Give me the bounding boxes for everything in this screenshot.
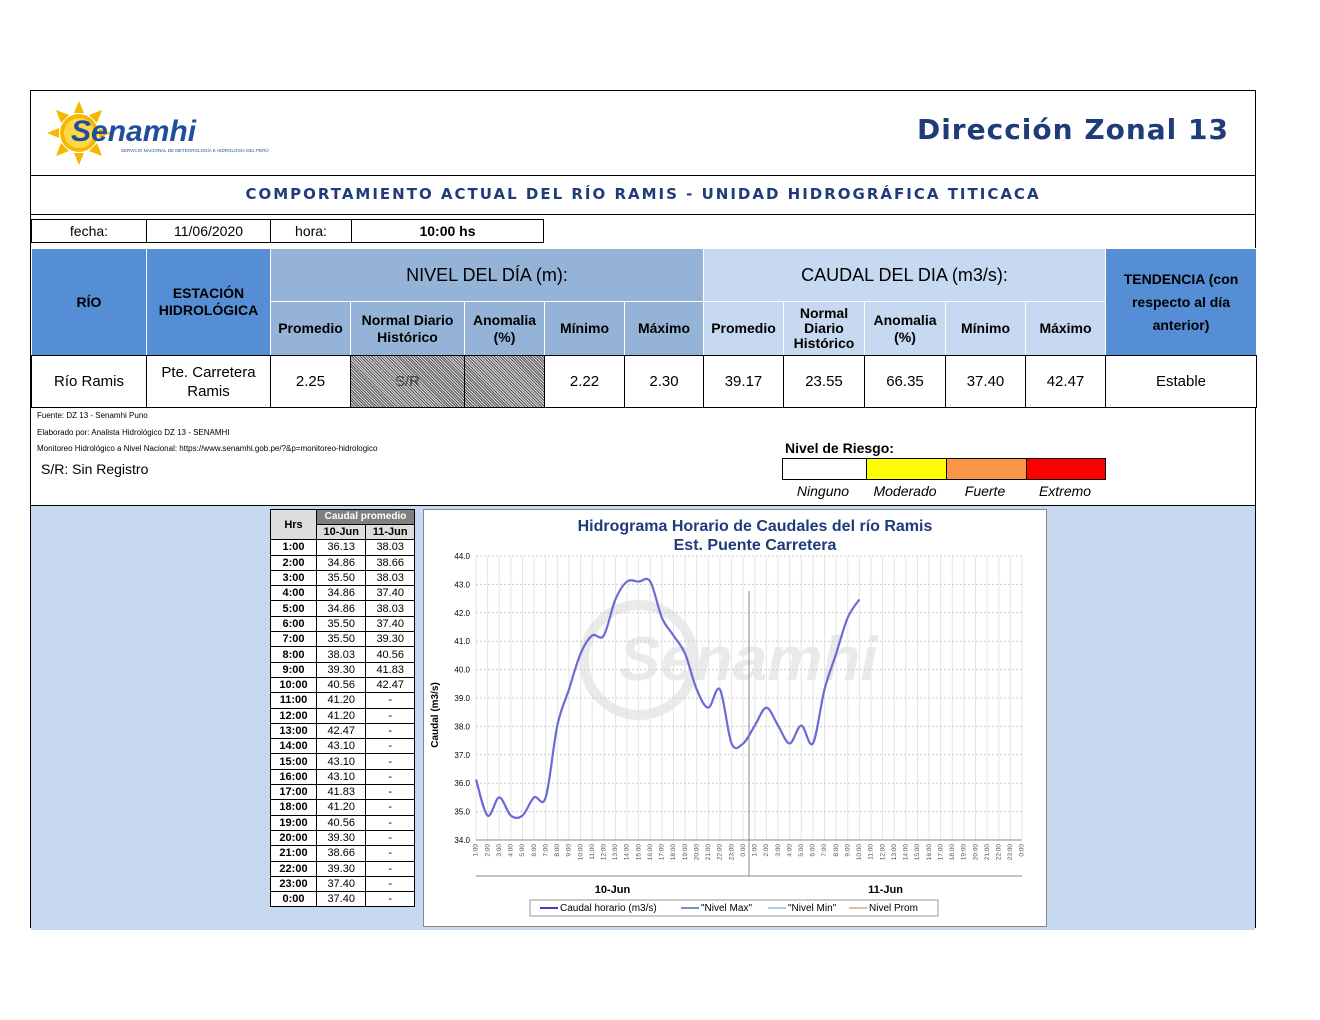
hourly-cell-hrs: 17:00 [271, 785, 317, 800]
caudal-header: CAUDAL DEL DIA (m3/s): [703, 248, 1106, 302]
chart-xtick-label: 5:00 [797, 844, 805, 857]
caudal-anomalia-header: Anomalia (%) [864, 301, 946, 356]
chart-xtick-label: 18:00 [670, 844, 678, 861]
hourly-row [271, 540, 415, 555]
hourly-cell-hrs: 4:00 [271, 586, 317, 601]
hourly-cell-d2: 42.47 [366, 677, 415, 692]
hourly-row [271, 708, 415, 723]
chart-xtick-label: 1:00 [472, 844, 480, 857]
hourly-cell-d1: 34.86 [317, 586, 366, 601]
nivel-minimo-header: Mínimo [544, 301, 625, 356]
chart-xtick-label: 19:00 [681, 844, 689, 861]
chart-xtick-label: 21:00 [705, 844, 713, 861]
chart-xtick-label: 21:00 [983, 844, 991, 861]
tendencia-header: TENDENCIA (con respecto al día anterior) [1105, 248, 1257, 356]
chart-ytick-label: 38.0 [454, 722, 470, 732]
hourly-cell-d1: 37.40 [317, 892, 366, 907]
row-tendencia: Estable [1105, 355, 1257, 408]
zonal-title: Dirección Zonal 13 [916, 113, 1229, 146]
chart-xtick-label: 15:00 [914, 844, 922, 861]
row-nivel-minimo: 2.22 [544, 355, 625, 408]
chart-xtick-label: 14:00 [623, 844, 631, 861]
chart-xtick-label: 20:00 [693, 844, 701, 861]
day1-header: 10-Jun [317, 525, 366, 540]
row-caudal-maximo: 42.47 [1025, 355, 1106, 408]
riesgo-fuerte-label: Fuerte [964, 483, 1006, 499]
chart-xtick-label: 2:00 [763, 844, 771, 857]
chart-ytick-label: 36.0 [454, 779, 470, 789]
hourly-row [271, 739, 415, 754]
hourly-row [271, 800, 415, 815]
hourly-cell-hrs: 7:00 [271, 632, 317, 647]
chart-point [591, 634, 593, 636]
hourly-row [271, 723, 415, 738]
chart-xtick-label: 3:00 [774, 844, 782, 857]
hourly-cell-d1: 38.03 [317, 647, 366, 662]
hydrograph-svg [424, 510, 1046, 926]
hourly-row [271, 892, 415, 907]
chart-ylabel: Caudal (m3/s) [430, 682, 441, 748]
chart-xtick-label: 22:00 [716, 844, 724, 861]
hourly-row [271, 570, 415, 585]
hourly-row [271, 754, 415, 769]
chart-ytick-label: 34.0 [454, 836, 470, 845]
chart-xtick-label: 5:00 [519, 844, 527, 857]
chart-point [626, 580, 628, 582]
chart-ytick-label: 44.0 [454, 552, 470, 561]
chart-xtick-label: 22:00 [995, 844, 1003, 861]
chart-point [614, 598, 616, 600]
hourly-cell-d2: 39.30 [366, 632, 415, 647]
chart-xtick-label: 3:00 [495, 844, 503, 857]
hourly-cell-d2: 38.03 [366, 601, 415, 616]
hourly-cell-d2: - [366, 892, 415, 907]
chart-day-label: 11-Jun [868, 884, 903, 896]
chart-xtick-label: 9:00 [844, 844, 852, 857]
hourly-row [271, 616, 415, 631]
riesgo-ninguno-swatch [782, 458, 867, 480]
hourly-cell-d2: - [366, 846, 415, 861]
chart-xtick-label: 11:00 [867, 844, 875, 860]
hourly-table [270, 509, 415, 907]
chart-ytick-label: 40.0 [454, 665, 470, 675]
chart-point [637, 580, 639, 582]
chart-xtick-label: 20:00 [972, 844, 980, 861]
hourly-cell-d1: 40.56 [317, 677, 366, 692]
note-elaborado: Elaborado por: Analista Hidrológico DZ 13 - SENAMHI [37, 428, 230, 437]
day2-header: 11-Jun [366, 525, 415, 540]
hourly-cell-hrs: 5:00 [271, 601, 317, 616]
hourly-row [271, 555, 415, 570]
hourly-cell-d1: 41.20 [317, 800, 366, 815]
hourly-cell-d2: - [366, 815, 415, 830]
chart-point [812, 742, 814, 744]
hourly-cell-hrs: 16:00 [271, 769, 317, 784]
hourly-cell-hrs: 12:00 [271, 708, 317, 723]
hourly-cell-hrs: 10:00 [271, 677, 317, 692]
chart-point [788, 742, 790, 744]
hourly-cell-d1: 35.50 [317, 616, 366, 631]
hourly-cell-d2: 37.40 [366, 616, 415, 631]
chart-xtick-label: 6:00 [530, 844, 538, 857]
hourly-cell-hrs: 23:00 [271, 876, 317, 891]
chart-point [603, 634, 605, 636]
chart-xtick-label: 17:00 [937, 844, 945, 861]
chart-point [498, 796, 500, 798]
riesgo-extremo-label: Extremo [1038, 483, 1092, 499]
caudal-maximo-header: Máximo [1025, 301, 1106, 356]
report-header [31, 91, 1255, 176]
chart-point [823, 688, 825, 690]
chart-point [475, 778, 477, 780]
chart-point [777, 724, 779, 726]
hourly-row [271, 861, 415, 876]
chart-point [742, 742, 744, 744]
chart-point [696, 688, 698, 690]
riesgo-moderado-label: Moderado [873, 483, 937, 499]
nivel-header: NIVEL DEL DÍA (m): [270, 248, 704, 302]
hourly-cell-d2: - [366, 693, 415, 708]
hourly-cell-hrs: 2:00 [271, 555, 317, 570]
hourly-cell-hrs: 15:00 [271, 754, 317, 769]
hourly-row [271, 785, 415, 800]
hourly-row [271, 662, 415, 677]
hourly-cell-hrs: 19:00 [271, 815, 317, 830]
fecha-label: fecha: [31, 219, 147, 243]
hourly-cell-d1: 38.66 [317, 846, 366, 861]
chart-ytick-label: 41.0 [454, 637, 470, 647]
chart-point [486, 814, 488, 816]
chart-xtick-label: 14:00 [902, 844, 910, 861]
chart-point [730, 742, 732, 744]
chart-point [858, 598, 860, 600]
row-caudal-anomalia: 66.35 [864, 355, 946, 408]
chart-xtick-label: 4:00 [786, 844, 794, 857]
hourly-row [271, 815, 415, 830]
hourly-cell-d1: 41.83 [317, 785, 366, 800]
report-title: COMPORTAMIENTO ACTUAL DEL RÍO RAMIS - UNIDAD HIDROGRÁFICA TITICACA [245, 185, 1041, 203]
chart-xtick-label: 12:00 [879, 844, 887, 861]
hourly-cell-hrs: 3:00 [271, 570, 317, 585]
chart-xtick-label: 7:00 [542, 844, 550, 857]
hourly-cell-hrs: 18:00 [271, 800, 317, 815]
note-fuente: Fuente: DZ 13 - Senamhi Puno [37, 411, 148, 420]
riesgo-title: Nivel de Riesgo: [785, 440, 894, 456]
hourly-row [271, 647, 415, 662]
riesgo-extremo-swatch [1026, 458, 1106, 480]
hourly-cell-hrs: 20:00 [271, 830, 317, 845]
chart-ytick-label: 43.0 [454, 580, 470, 590]
hourly-row [271, 876, 415, 891]
hourly-cell-d2: 41.83 [366, 662, 415, 677]
hourly-row [271, 677, 415, 692]
chart-xtick-label: 19:00 [960, 844, 968, 861]
nivel-anomalia-header: Anomalia (%) [464, 301, 545, 356]
chart-point [661, 616, 663, 618]
hourly-cell-d1: 40.56 [317, 815, 366, 830]
chart-point [719, 688, 721, 690]
row-caudal-normal: 23.55 [783, 355, 865, 408]
lower-section [31, 505, 1255, 930]
chart-xtick-label: 8:00 [832, 844, 840, 857]
chart-point [649, 580, 651, 582]
chart-xtick-label: 10:00 [577, 844, 585, 861]
logo-text: Senamhi [71, 115, 197, 148]
hourly-cell-hrs: 21:00 [271, 846, 317, 861]
chart-xtick-label: 12:00 [600, 844, 608, 861]
chart-legend-label: Caudal horario (m3/s) [560, 903, 657, 914]
chart-title: Hidrograma Horario de Caudales del río Ramis [577, 518, 933, 535]
chart-legend-label: "Nivel Max" [701, 903, 752, 914]
caudal-normal-header: Normal Diario Histórico [783, 301, 865, 356]
hourly-cell-hrs: 11:00 [271, 693, 317, 708]
chart-xtick-label: 15:00 [635, 844, 643, 861]
note-monitoreo: Monitoreo Hidrológico a Nivel Nacional: https://www.senamhi.gob.pe/?&p=monitoreo-hidrologico [37, 444, 378, 453]
chart-xtick-label: 7:00 [821, 844, 829, 857]
riesgo-moderado-swatch [866, 458, 947, 480]
hourly-cell-hrs: 13:00 [271, 723, 317, 738]
row-nivel-promedio: 2.25 [270, 355, 351, 408]
chart-xtick-label: 4:00 [507, 844, 515, 857]
hourly-cell-d1: 34.86 [317, 601, 366, 616]
hourly-cell-d2: 38.03 [366, 570, 415, 585]
hourly-row [271, 601, 415, 616]
hourly-cell-d2: 38.66 [366, 555, 415, 570]
chart-xtick-label: 6:00 [809, 844, 817, 857]
hourly-row [271, 769, 415, 784]
caudal-promedio-header: Promedio [703, 301, 784, 356]
nivel-maximo-header: Máximo [624, 301, 704, 356]
chart-point [754, 724, 756, 726]
hourly-cell-d1: 41.20 [317, 693, 366, 708]
chart-ytick-label: 42.0 [454, 608, 470, 618]
hourly-cell-d2: - [366, 739, 415, 754]
row-caudal-promedio: 39.17 [703, 355, 784, 408]
chart-xtick-label: 23:00 [728, 844, 736, 861]
chart-xtick-label: 1:00 [751, 844, 759, 857]
hourly-cell-d1: 34.86 [317, 555, 366, 570]
chart-xtick-label: 8:00 [554, 844, 562, 857]
hourly-cell-d2: 38.03 [366, 540, 415, 555]
hourly-cell-d1: 43.10 [317, 754, 366, 769]
hora-value: 10:00 hs [351, 219, 544, 243]
hourly-cell-d2: - [366, 708, 415, 723]
nivel-promedio-header: Promedio [270, 301, 351, 356]
watermark-text: Senamhi [619, 625, 878, 694]
chart-xtick-label: 9:00 [565, 844, 573, 857]
chart-point [568, 688, 570, 690]
row-rio: Río Ramis [31, 355, 147, 408]
chart-point [707, 706, 709, 708]
report-frame [30, 90, 1256, 928]
hourly-cell-d2: - [366, 723, 415, 738]
chart-point [533, 796, 535, 798]
riesgo-ninguno-label: Ninguno [796, 483, 850, 499]
chart-point [545, 796, 547, 798]
hora-label: hora: [270, 219, 352, 243]
hourly-cell-d2: - [366, 769, 415, 784]
row-caudal-minimo: 37.40 [945, 355, 1026, 408]
chart-xtick-label: 11:00 [588, 844, 596, 860]
chart-xtick-label: 23:00 [1007, 844, 1015, 861]
row-nivel-normal: S/R [350, 355, 465, 408]
hourly-cell-d2: 37.40 [366, 586, 415, 601]
hourly-cell-hrs: 1:00 [271, 540, 317, 555]
estacion-header: ESTACIÓN HIDROLÓGICA [146, 248, 271, 356]
chart-point [835, 652, 837, 654]
chart-xtick-label: 2:00 [484, 844, 492, 857]
note-sr: S/R: Sin Registro [41, 461, 149, 477]
row-nivel-anomalia [464, 355, 545, 408]
chart-xtick-label: 16:00 [646, 844, 654, 861]
hourly-cell-hrs: 9:00 [271, 662, 317, 677]
chart-xtick-label: 0:00 [739, 844, 747, 857]
chart-xtick-label: 13:00 [890, 844, 898, 861]
caudal-promedio-header: Caudal promedio [317, 510, 415, 525]
chart-point [847, 616, 849, 618]
chart-point [521, 814, 523, 816]
hourly-cell-d1: 37.40 [317, 876, 366, 891]
chart-xtick-label: 0:00 [1018, 844, 1026, 857]
hourly-cell-d1: 36.13 [317, 540, 366, 555]
chart-xtick-label: 17:00 [658, 844, 666, 861]
hourly-cell-d2: - [366, 754, 415, 769]
row-nivel-maximo: 2.30 [624, 355, 704, 408]
report-title-row [31, 175, 1255, 215]
chart-ytick-label: 35.0 [454, 807, 470, 817]
fecha-value: 11/06/2020 [146, 219, 271, 243]
chart-point [556, 724, 558, 726]
hourly-cell-d1: 35.50 [317, 570, 366, 585]
chart-point [579, 652, 581, 654]
hourly-row [271, 586, 415, 601]
hourly-cell-d1: 39.30 [317, 830, 366, 845]
senamhi-logo [41, 97, 269, 167]
chart-point [765, 706, 767, 708]
hourly-cell-d1: 41.20 [317, 708, 366, 723]
chart-xtick-label: 16:00 [925, 844, 933, 861]
hourly-row [271, 846, 415, 861]
hourly-cell-d1: 42.47 [317, 723, 366, 738]
hourly-cell-d2: - [366, 876, 415, 891]
hourly-row [271, 693, 415, 708]
hourly-row [271, 830, 415, 845]
chart-point [510, 814, 512, 816]
chart-ytick-label: 37.0 [454, 750, 470, 760]
hourly-cell-d1: 35.50 [317, 632, 366, 647]
hourly-cell-hrs: 8:00 [271, 647, 317, 662]
chart-day-label: 10-Jun [594, 884, 631, 896]
hrs-header: Hrs [271, 510, 317, 540]
hourly-cell-d1: 43.10 [317, 769, 366, 784]
chart-point [800, 724, 802, 726]
chart-xtick-label: 13:00 [612, 844, 620, 861]
hourly-cell-d1: 43.10 [317, 739, 366, 754]
chart-legend-label: Nivel Prom [869, 903, 918, 914]
logo-subtitle: SERVICIO NACIONAL DE METEOROLOGÍA E HIDROLOGÍA DEL PERÚ [121, 148, 269, 153]
hourly-cell-d2: - [366, 861, 415, 876]
chart-point [672, 634, 674, 636]
riesgo-fuerte-swatch [946, 458, 1027, 480]
hourly-cell-d2: 40.56 [366, 647, 415, 662]
hourly-cell-hrs: 0:00 [271, 892, 317, 907]
chart-xtick-label: 10:00 [856, 844, 864, 861]
hourly-cell-hrs: 6:00 [271, 616, 317, 631]
hourly-cell-hrs: 14:00 [271, 739, 317, 754]
hourly-cell-d2: - [366, 785, 415, 800]
hydrograph-chart [423, 509, 1047, 927]
rio-header: RÍO [31, 248, 147, 356]
hourly-cell-d1: 39.30 [317, 861, 366, 876]
chart-point [684, 652, 686, 654]
hourly-row [271, 632, 415, 647]
row-estacion: Pte. Carretera Ramis [146, 355, 271, 408]
chart-subtitle: Est. Puente Carretera [673, 537, 837, 554]
chart-legend-label: "Nivel Min" [788, 903, 837, 914]
hourly-cell-d2: - [366, 830, 415, 845]
chart-ytick-label: 39.0 [454, 694, 470, 703]
nivel-normal-header: Normal Diario Histórico [350, 301, 465, 356]
hourly-cell-d2: - [366, 800, 415, 815]
hourly-cell-hrs: 22:00 [271, 861, 317, 876]
chart-xtick-label: 18:00 [949, 844, 957, 861]
caudal-minimo-header: Mínimo [945, 301, 1026, 356]
hourly-cell-d1: 39.30 [317, 662, 366, 677]
